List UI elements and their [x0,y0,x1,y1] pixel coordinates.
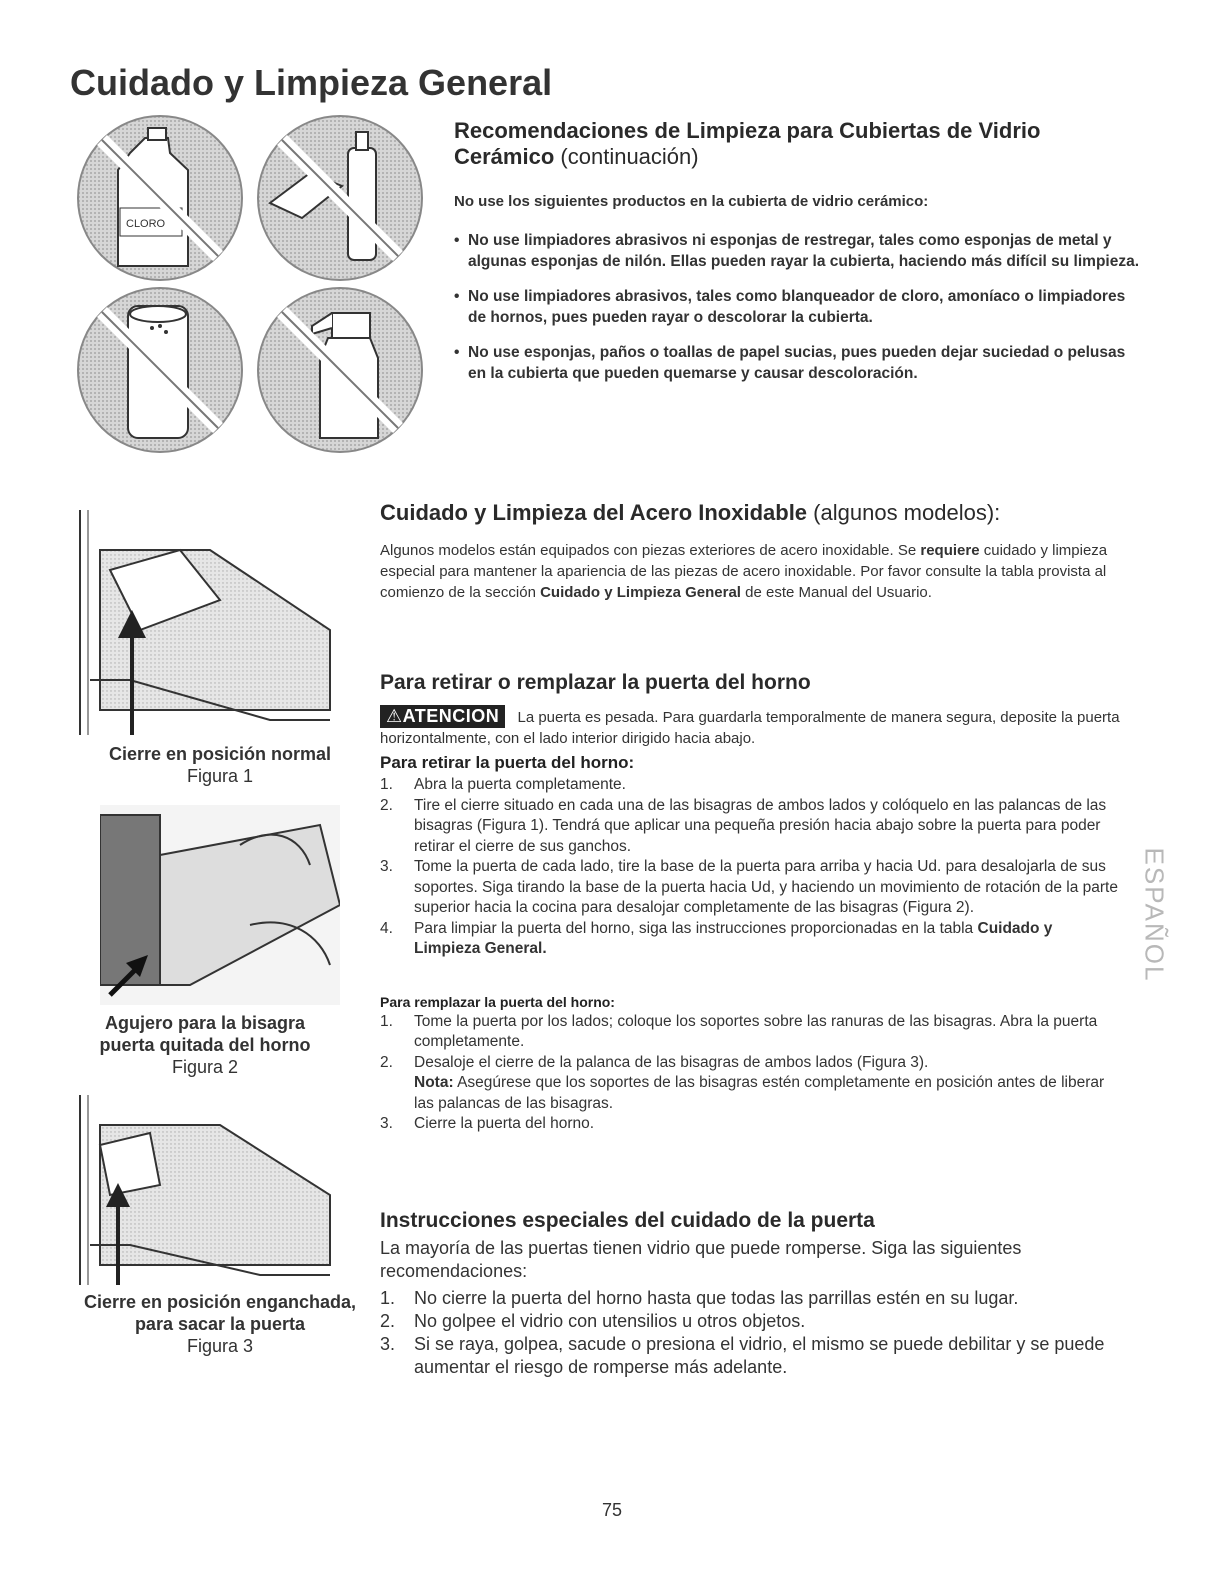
door-warning [380,705,1120,749]
hinge-locked-diagram [70,1095,340,1285]
list-item: 2. Tire el cierre situado en cada una de las bisagras de ambos lados y colóquelo en las palancas de las bisagras (Figura 1). Tendrá que aplicar una pequeña presión hacia abajo sobre la puerta para poder retirar el cierre de sus ganchos. [380,796,1107,855]
figure-3-caption-line-2: para sacar la puerta [134,1314,306,1334]
figure-3-image [70,1095,340,1285]
figure-3-caption-line-1: Cierre en posición enganchada, [83,1292,357,1312]
steel-text-2-bold: Cuidado y Limpieza General [540,584,741,602]
prohibited-products-illustration [70,108,430,463]
steel-section [380,500,1120,603]
hinge-normal-diagram [70,510,340,735]
steel-text-3: de este Manual del Usuario. [745,584,932,602]
figure-2-caption-line-1: Agujero para la bisagra [104,1013,306,1033]
figure-2-image [100,805,340,1005]
warning-icon: ⚠ [386,706,403,727]
special-care-steps [380,1287,1120,1379]
no-ammonia-icon [258,288,422,452]
no-scrub-pad-oven-cleaner-icon [258,116,422,280]
figure-2-label: Figura 2 [171,1057,239,1077]
prohibited-products-svg [70,108,430,463]
steel-text-1-bold: requiere [920,542,980,560]
figure-1-image [70,510,340,735]
special-care-section [380,1208,1120,1379]
warning-label: ATENCION [402,706,500,727]
special-care-heading: Instrucciones especiales del cuidado de la puerta [380,1209,875,1232]
steel-paragraph [380,540,1120,603]
no-abrasive-cleaner-icon [78,288,242,452]
figure-3-label: Figura 3 [186,1336,254,1356]
list-item: • No use esponjas, paños o toallas de papel sucias, pues pueden dejar suciedad o pelusas en la cubierta que pueden quemarse y causar descoloración. [454,342,1144,384]
figure-1-caption-text: Cierre en posición normal [108,744,332,764]
steel-section-heading [380,500,1120,526]
figure-1-caption [70,743,370,787]
replace-door-title: Para remplazar la puerta del horno: [380,993,615,1010]
language-side-tab [1134,840,1174,990]
special-care-intro: La mayoría de las puertas tienen vidrio que puede romperse. Siga las siguientes recomendaciones: [380,1238,1022,1282]
list-item: 2. Desaloje el cierre de la palanca de las bisagras de ambos lados (Figura 3). Nota: Asegúrese que los soportes de las bisagras estén completamente en posición antes de liberar las palancas de las bisagras. [380,1053,1105,1112]
no-bleach-icon [78,116,242,280]
replace-door-steps [380,1012,1120,1135]
door-removed-diagram [100,805,340,1005]
page-number: 75 [601,1500,623,1520]
glass-section [454,118,1144,398]
steel-text-1: Algunos modelos están equipados con piezas exteriores de acero inoxidable. Se [380,542,917,560]
door-section-heading: Para retirar o remplazar la puerta del horno [380,671,811,694]
list-item: • No use limpiadores abrasivos ni esponjas de restregar, tales como esponjas de metal y algunas esponjas de nilón. Ellas pueden rayar la cubierta, haciendo más difícil su limpieza. [454,230,1144,272]
glass-bullet-list [454,230,1144,384]
list-item: 2. No golpee el vidrio con utensilios u otros objetos. [380,1311,806,1332]
steel-text-2: cuidado y limpieza especial para mantener la apariencia de las piezas de acero inoxidable. Por favor consulte la tabla provista al comienzo de la sección [380,542,1108,602]
list-item: 3. Cierre la puerta del horno. [380,1115,595,1133]
steel-heading-light: (algunos modelos): [813,500,1001,525]
list-item: • No use limpiadores abrasivos, tales como blanqueador de cloro, amoníaco o limpiadores de hornos, pues pueden rayar o descolorar la cubierta. [454,286,1144,328]
remove-door-title: Para retirar la puerta del horno: [380,753,635,773]
figure-2-caption-line-2: puerta quitada del horno [99,1035,311,1055]
list-item: 3. Si se raya, golpea, sacude o presiona el vidrio, el mismo se puede debilitar y se puede aumentar el riesgo de romperse más adelante. [380,1334,1105,1378]
list-item: 1. No cierre la puerta del horno hasta que todas las parrillas estén en su lugar. [380,1288,1019,1309]
glass-heading-light: (continuación) [560,144,699,170]
list-item: 4. Para limpiar la puerta del horno, siga las instrucciones proporcionadas en la tabla Cuidado y Limpieza General. [380,919,1053,958]
glass-heading-bold: Recomendaciones de Limpieza para Cubiertas de Vidrio Cerámico [454,118,1041,170]
list-item: 1. Abra la puerta completamente. [380,776,626,794]
page-title: Cuidado y Limpieza General [70,62,553,103]
glass-section-heading [454,118,1144,171]
figure-1-label: Figura 1 [186,766,254,786]
warning-badge [380,705,505,728]
list-item: 1. Tome la puerta por los lados; coloque los soportes sobre las ranuras de las bisagras. Abra la puerta completamente. [380,1012,1098,1051]
warning-text: La puerta es pesada. Para guardarla temporalmente de manera segura, deposite la puerta horizontalmente, con el lado interior dirigido hacia abajo. [380,709,1120,748]
figure-3-caption [70,1291,370,1357]
figure-2-caption [55,1012,355,1078]
door-section [380,670,1120,1135]
remove-door-steps [380,775,1120,960]
list-item: 3. Tome la puerta de cada lado, tire la base de la puerta para arriba y hacia Ud. para desalojarla de sus soportes. Siga tirando la base de la puerta hacia Ud, y haciendo un movimiento de rotación de la parte superior hacia la cocina para desalojar completamente de las bisagras (Figura 2). [380,858,1118,917]
language-side-tab-label: ESPAÑOL [1139,847,1170,983]
steel-heading-bold: Cuidado y Limpieza del Acero Inoxidable [380,500,808,525]
label-cloro: CLORO [126,218,166,230]
glass-intro: No use los siguientes productos en la cubierta de vidrio cerámico: [454,192,929,210]
